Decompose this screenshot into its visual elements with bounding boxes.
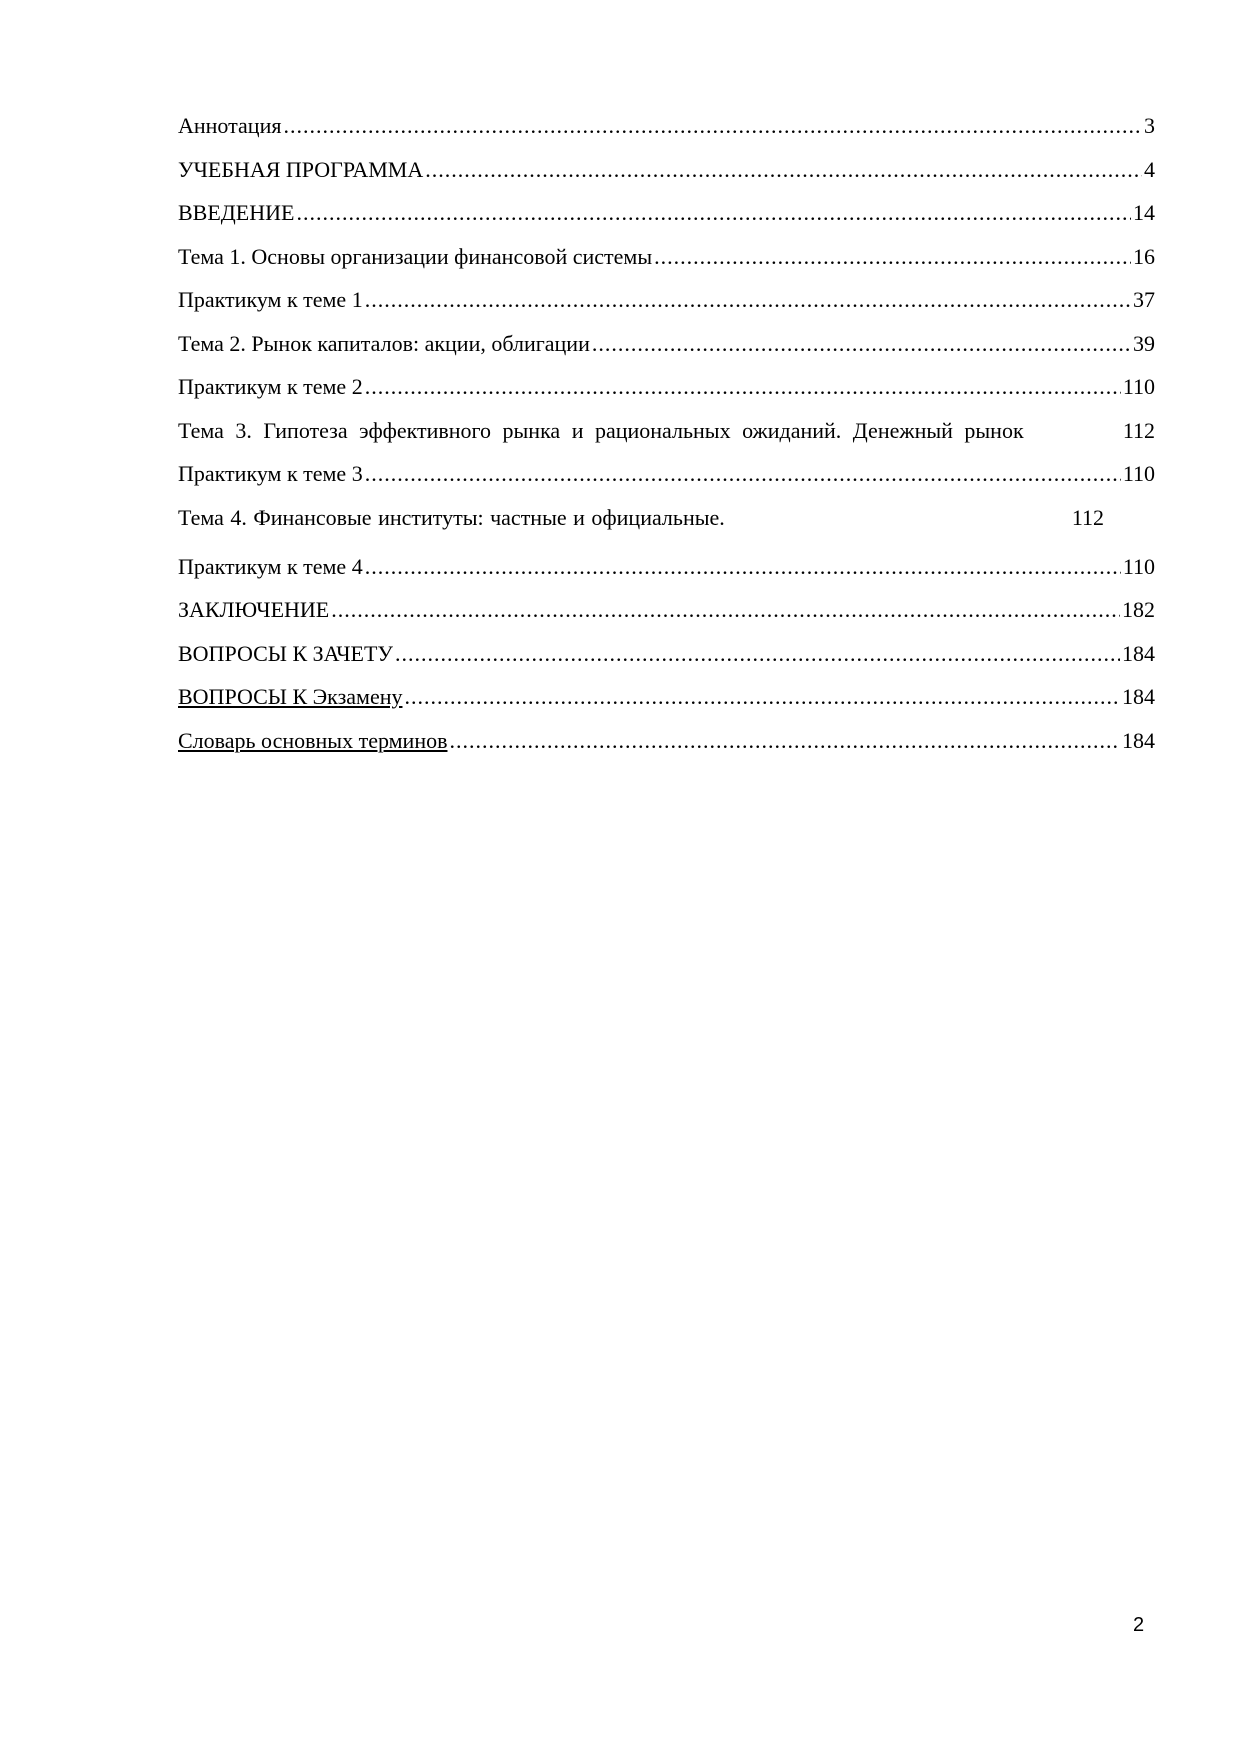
toc-entry-title: УЧЕБНАЯ ПРОГРАММА <box>178 156 424 182</box>
toc-entry-page: 16 <box>1133 243 1155 269</box>
toc-entry-title: ВОПРОСЫ К ЗАЧЕТУ <box>178 640 393 666</box>
toc-entry-page: 112 <box>1071 504 1104 530</box>
dot-leader <box>283 113 1142 139</box>
table-of-contents <box>178 113 1155 771</box>
toc-entry-page: 39 <box>1133 330 1155 356</box>
toc-entry-page: 184 <box>1122 684 1155 709</box>
toc-entry-annotation[interactable] <box>178 113 1155 157</box>
toc-entry-title: Практикум к теме 1 <box>178 287 363 312</box>
dot-leader <box>395 641 1120 667</box>
toc-entry-page: 37 <box>1133 287 1155 312</box>
dot-leader <box>331 597 1120 623</box>
dot-leader <box>654 244 1131 270</box>
toc-entry-credit-questions[interactable] <box>178 641 1155 685</box>
toc-entry-title: Тема 3. Гипотеза эффективного рынка и рациональных ожиданий. Денежный рынок <box>178 417 1024 443</box>
toc-entry-title: Практикум к теме 3 <box>178 461 363 486</box>
toc-entry-page: 182 <box>1122 597 1155 622</box>
dot-leader <box>365 374 1121 400</box>
toc-entry-practicum-1[interactable] <box>178 287 1155 331</box>
dot-leader <box>425 157 1142 183</box>
toc-entry-title: ВВЕДЕНИЕ <box>178 200 295 225</box>
page-number: 2 <box>1133 1614 1145 1636</box>
toc-entry-title: ВОПРОСЫ К Экзамену <box>178 684 403 709</box>
dot-leader <box>365 554 1121 580</box>
toc-entry-introduction[interactable] <box>178 200 1155 244</box>
toc-entry-title: Тема 2. Рынок капиталов: акции, облигации <box>178 330 590 356</box>
toc-entry-title: Тема 1. Основы организации финансовой системы <box>178 243 653 269</box>
toc-entry-page: 14 <box>1133 200 1155 225</box>
toc-entry-page: 110 <box>1122 461 1155 486</box>
toc-entry-practicum-3[interactable] <box>178 461 1155 505</box>
toc-entry-title: ЗАКЛЮЧЕНИЕ <box>178 597 330 622</box>
toc-entry-title: Практикум к теме 4 <box>178 553 363 579</box>
toc-entry-title: Словарь основных терминов <box>178 727 448 753</box>
toc-entry-topic-2[interactable] <box>178 331 1155 375</box>
toc-entry-practicum-4[interactable] <box>178 554 1155 598</box>
toc-entry-page: 184 <box>1122 640 1155 666</box>
toc-entry-title: Тема 4. Финансовые институты: частные и официальные. <box>178 504 725 530</box>
toc-entry-page: 110 <box>1122 553 1155 579</box>
toc-entry-exam-questions[interactable] <box>178 684 1155 728</box>
toc-entry-title: Практикум к теме 2 <box>178 374 363 399</box>
toc-entry-conclusion[interactable] <box>178 597 1155 641</box>
dot-leader <box>296 200 1131 226</box>
toc-entry-glossary[interactable] <box>178 728 1155 772</box>
toc-entry-page: 3 <box>1144 113 1155 138</box>
dot-leader <box>592 331 1131 357</box>
toc-entry-curriculum[interactable] <box>178 157 1155 201</box>
dot-leader <box>404 684 1120 710</box>
toc-entry-page: 112 <box>1122 417 1155 443</box>
dot-leader <box>365 461 1121 487</box>
dot-leader <box>449 728 1120 754</box>
toc-entry-topic-3[interactable] <box>178 418 1155 462</box>
toc-entry-topic-4[interactable] <box>178 505 1155 554</box>
toc-entry-page: 110 <box>1122 374 1155 399</box>
toc-entry-page: 184 <box>1122 727 1155 753</box>
toc-entry-practicum-2[interactable] <box>178 374 1155 418</box>
dot-leader <box>365 287 1131 313</box>
toc-entry-page: 4 <box>1144 156 1155 182</box>
toc-entry-topic-1[interactable] <box>178 244 1155 288</box>
toc-entry-title: Аннотация <box>178 113 282 138</box>
